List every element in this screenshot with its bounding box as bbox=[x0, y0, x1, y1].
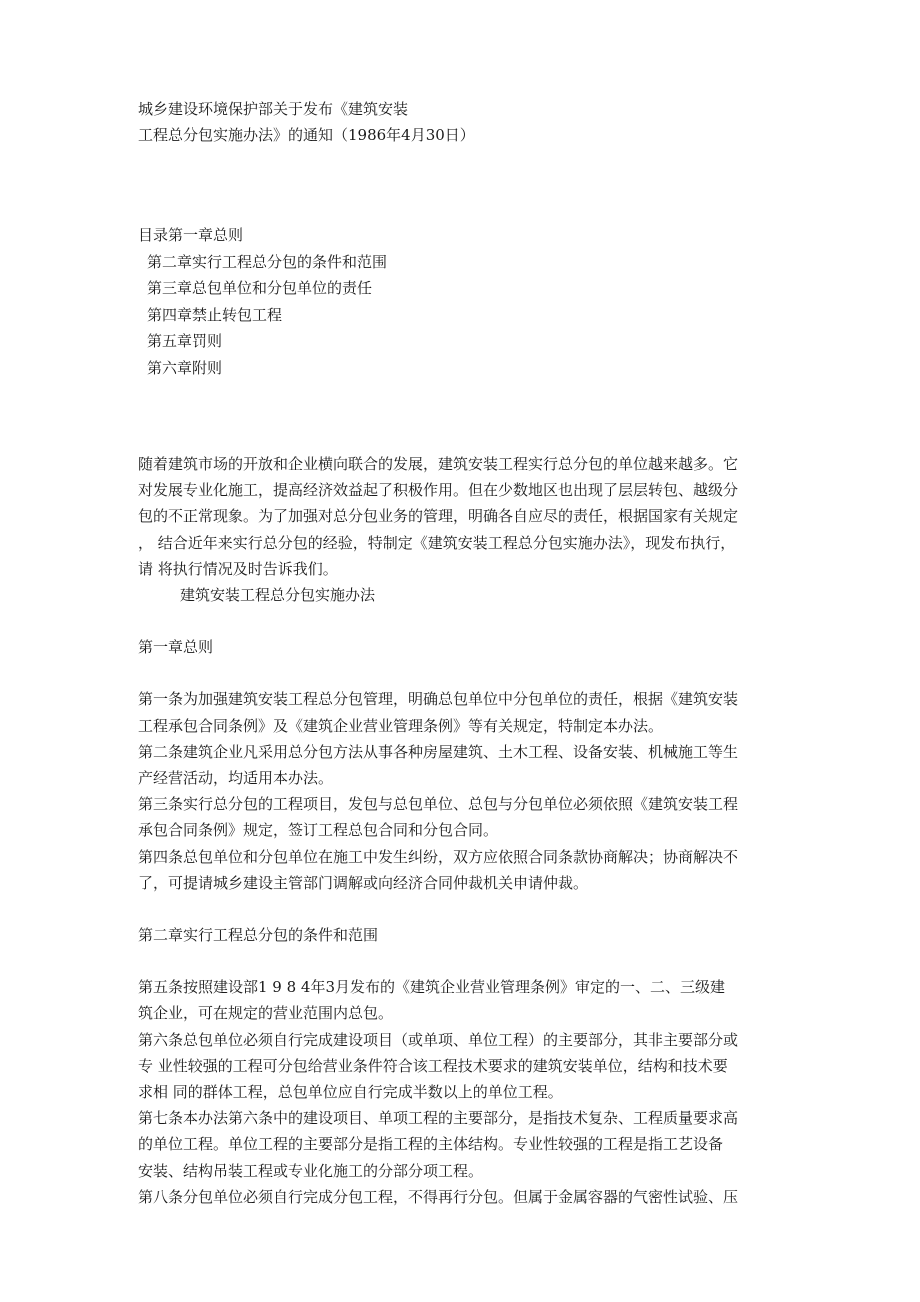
article-line: 第八条分包单位必须自行完成分包工程，不得再行分包。但属于金属容器的气密性试验、压 bbox=[138, 1187, 739, 1206]
intro-line: 随着建筑市场的开放和企业横向联合的发展，建筑安装工程实行总分包的单位越来越多。它 bbox=[138, 455, 739, 473]
chapter-2-heading: 第二章实行工程总分包的条件和范围 bbox=[138, 926, 379, 945]
document-body bbox=[138, 451, 798, 1210]
article-line: 的单位工程。单位工程的主要部分是指工程的主体结构。专业性较强的工程是指工艺设备 bbox=[138, 1135, 724, 1154]
article-line: 求相 同的群体工程，总包单位应自行完成半数以上的单位工程。 bbox=[138, 1083, 563, 1102]
toc-item-chapter-1: 目录第一章总则 bbox=[138, 226, 244, 244]
toc-item-chapter-3: 第三章总包单位和分包单位的责任 bbox=[147, 279, 373, 297]
article-line: 产经营活动，均适用本办法。 bbox=[138, 769, 334, 788]
chapter-1-heading: 第一章总则 bbox=[138, 638, 214, 657]
article-line: 筑企业，可在规定的营业范围内总包。 bbox=[138, 1004, 394, 1023]
article-line: 了，可提请城乡建设主管部门调解或向经济合同仲裁机关申请仲裁。 bbox=[138, 873, 589, 892]
article-line: 专 业性较强的工程可分包给营业条件符合该工程技术要求的建筑安装单位，结构和技术要 bbox=[138, 1056, 728, 1075]
regulation-title: 建筑安装工程总分包实施办法 bbox=[180, 586, 376, 605]
intro-line: 对发展专业化施工，提高经济效益起了积极作用。但在少数地区也出现了层层转包、越级分 bbox=[138, 481, 739, 500]
article-line: 第五条按照建设部1 9 8 4年3月发布的《建筑企业营业管理条例》审定的一、二、三级建 bbox=[138, 978, 726, 997]
article-line: 第六条总包单位必须自行完成建设项目（或单项、单位工程）的主要部分，其非主要部分或 bbox=[138, 1030, 739, 1049]
intro-line: ， 结合近年来实行总分包的经验，特制定《建筑安装工程总分包实施办法》，现发布执行， bbox=[138, 533, 736, 552]
article-line: 安装、结构吊装工程或专业化施工的分部分项工程。 bbox=[138, 1161, 484, 1180]
toc-item-chapter-4: 第四章禁止转包工程 bbox=[147, 305, 283, 324]
article-line: 承包合同条例》规定，签订工程总包合同和分包合同。 bbox=[138, 821, 499, 840]
toc-item-chapter-6: 第六章附则 bbox=[147, 358, 223, 377]
article-line: 工程承包合同条例》及《建筑企业营业管理条例》等有关规定，特制定本办法。 bbox=[138, 716, 664, 735]
toc-item-chapter-2: 第二章实行工程总分包的条件和范围 bbox=[147, 252, 388, 271]
article-line: 第七条本办法第六条中的建设项目、单项工程的主要部分，是指技术复杂、工程质量要求高 bbox=[138, 1109, 739, 1128]
article-line: 第二条建筑企业凡采用总分包方法从事各种房屋建筑、土木工程、设备安装、机械施工等生 bbox=[138, 742, 739, 761]
article-line: 第三条实行总分包的工程项目，发包与总包单位、总包与分包单位必须依照《建筑安装工程 bbox=[138, 795, 739, 814]
article-line: 第一条为加强建筑安装工程总分包管理，明确总包单位中分包单位的责任，根据《建筑安装 bbox=[138, 690, 739, 709]
notice-title-line-1: 城乡建设环境保护部关于发布《建筑安装 bbox=[138, 100, 409, 118]
notice-title-line-2: 工程总分包实施办法》的通知（1986年4月30日） bbox=[138, 126, 475, 144]
intro-line: 请 将执行情况及时告诉我们。 bbox=[138, 559, 338, 578]
notice-title bbox=[138, 96, 475, 148]
intro-line: 包的不正常现象。为了加强对总分包业务的管理，明确各自应尽的责任，根据国家有关规定 bbox=[138, 507, 739, 526]
table-of-contents bbox=[138, 222, 387, 381]
article-line: 第四条总包单位和分包单位在施工中发生纠纷，双方应依照合同条款协商解决；协商解决不 bbox=[138, 847, 739, 866]
toc-item-chapter-5: 第五章罚则 bbox=[147, 332, 223, 350]
